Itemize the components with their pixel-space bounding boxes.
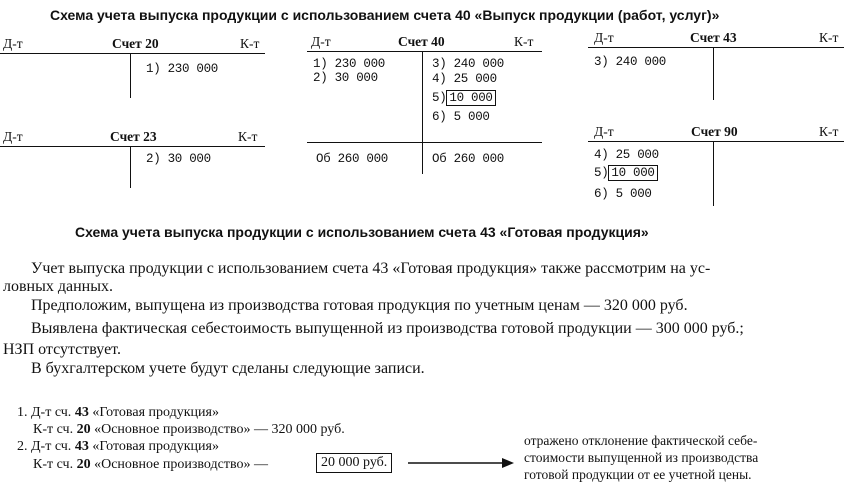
credit-label: К-т <box>819 30 839 45</box>
note-line: отражено отклонение фактической себе- <box>524 433 758 448</box>
t-account-horizontal-line <box>588 47 844 48</box>
account-title: «Готовая продукция» <box>92 439 219 454</box>
credit-entry: 3) 240 000 <box>432 57 505 71</box>
note-line: готовой продукции от ее учетной цены. <box>524 467 752 482</box>
boxed-amount: 10 000 <box>608 165 657 181</box>
t-account-vertical-line <box>422 51 423 174</box>
credit-entry: 2) 30 000 <box>146 152 211 166</box>
account-title: «Основное производство» — 320 000 руб. <box>94 422 345 437</box>
credit-label: К-т <box>238 129 258 144</box>
record-prefix: 2. Д-т сч. <box>17 439 72 454</box>
record-1-debit <box>17 405 219 421</box>
t-account-horizontal-line <box>588 141 844 142</box>
debit-turnover: Об 260 000 <box>316 152 389 166</box>
debit-entry-boxed <box>594 166 658 180</box>
arrow-right-icon <box>406 456 516 470</box>
t-account-horizontal-line <box>307 51 542 52</box>
debit-entry: 6) 5 000 <box>594 187 652 201</box>
credit-entry-boxed <box>432 91 496 105</box>
account-number: 20 <box>76 422 91 437</box>
account-number: 43 <box>74 405 89 420</box>
account-name: Счет 43 <box>690 30 737 45</box>
credit-turnover: Об 260 000 <box>432 152 505 166</box>
account-name: Счет 20 <box>112 36 159 51</box>
scheme-title-account-40: Схема учета выпуска продукции с использованием счета 40 «Выпуск продукции (работ, услуг)» <box>50 7 720 23</box>
account-number: 43 <box>74 439 89 454</box>
t-account-vertical-line <box>130 146 131 188</box>
debit-entry: 1) 230 000 <box>313 57 386 71</box>
debit-label: Д-т <box>3 129 23 144</box>
t-account-vertical-line <box>713 141 714 206</box>
paragraph-line: ловных данных. <box>3 278 113 295</box>
record-prefix: 1. Д-т сч. <box>17 405 72 420</box>
t-account-horizontal-line <box>0 53 265 54</box>
credit-label: К-т <box>240 36 260 51</box>
credit-entry: 4) 25 000 <box>432 72 497 86</box>
entry-number: 5) <box>594 166 609 180</box>
account-name: Счет 23 <box>110 129 157 144</box>
record-2-debit <box>17 439 219 455</box>
paragraph-line: Учет выпуска продукции с использованием счета 43 «Готовая продукция» также рассмотрим на ус- <box>31 260 711 277</box>
debit-entry: 2) 30 000 <box>313 71 378 85</box>
record-prefix: К-т сч. <box>33 422 74 437</box>
account-title: «Готовая продукция» <box>92 405 219 420</box>
debit-label: Д-т <box>311 34 331 49</box>
t-account-vertical-line <box>713 47 714 100</box>
scheme-title-account-43: Схема учета выпуска продукции с использованием счета 43 «Готовая продукция» <box>75 224 649 240</box>
debit-entry: 3) 240 000 <box>594 55 667 69</box>
paragraph-line: В бухгалтерском учете будут сделаны следующие записи. <box>31 360 425 377</box>
turnover-line <box>307 142 542 143</box>
paragraph-line: Выявлена фактическая себестоимость выпущенной из производства готовой продукции — 300 000 руб.; <box>31 320 744 337</box>
credit-entry: 1) 230 000 <box>146 62 219 76</box>
account-number: 20 <box>76 457 91 472</box>
record-2-credit <box>33 457 268 473</box>
account-name: Счет 40 <box>398 34 445 49</box>
record-1-credit <box>33 422 345 438</box>
boxed-amount: 10 000 <box>446 90 495 106</box>
paragraph-line: НЗП отсутствует. <box>3 341 121 358</box>
t-account-vertical-line <box>130 53 131 98</box>
debit-label: Д-т <box>594 124 614 139</box>
debit-label: Д-т <box>3 36 23 51</box>
note-line: стоимости выпущенной из производства <box>524 450 759 465</box>
deviation-amount-box: 20 000 руб. <box>316 453 392 473</box>
paragraph-line: Предположим, выпущена из производства готовая продукция по учетным ценам — 320 000 руб. <box>31 297 688 314</box>
account-name: Счет 90 <box>691 124 738 139</box>
credit-label: К-т <box>819 124 839 139</box>
credit-label: К-т <box>514 34 534 49</box>
record-prefix: К-т сч. <box>33 457 74 472</box>
account-title: «Основное производство» — <box>94 457 268 472</box>
debit-entry: 4) 25 000 <box>594 148 659 162</box>
debit-label: Д-т <box>594 30 614 45</box>
t-account-horizontal-line <box>0 146 265 147</box>
entry-number: 5) <box>432 91 447 105</box>
credit-entry: 6) 5 000 <box>432 110 490 124</box>
